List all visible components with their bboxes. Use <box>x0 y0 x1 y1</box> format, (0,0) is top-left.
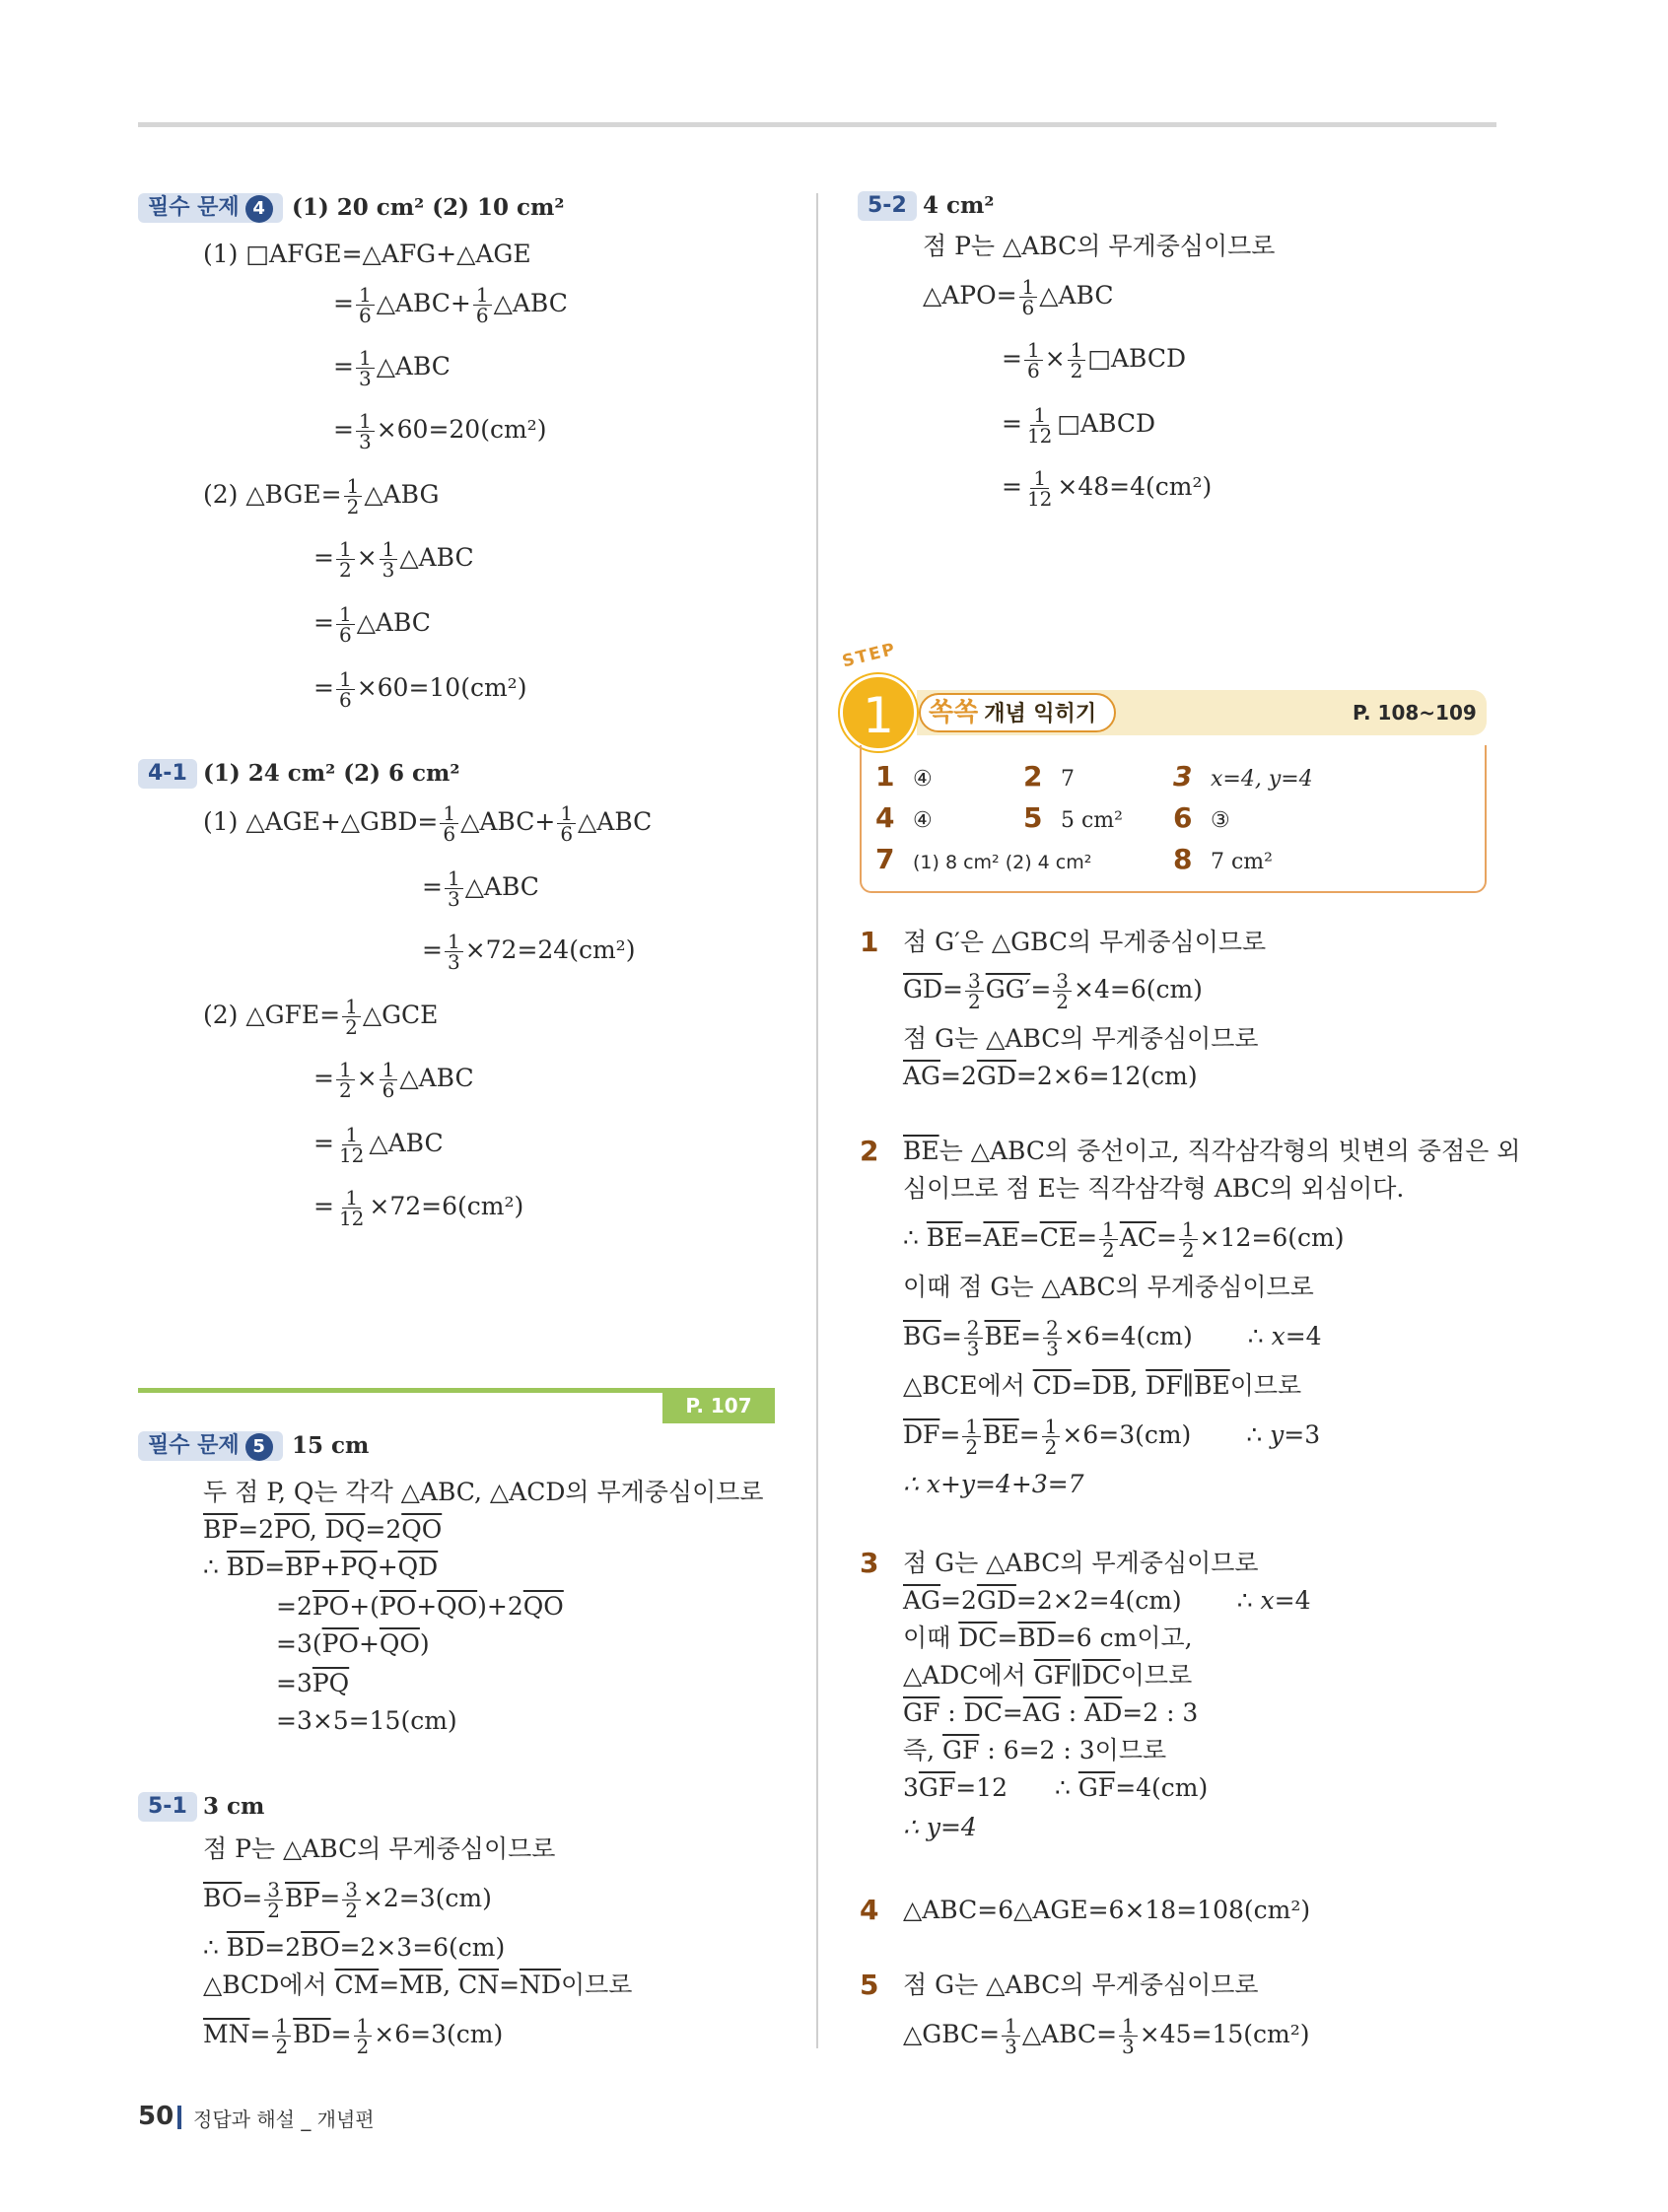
frac: $\frac{3}{2}$ <box>1053 971 1072 1011</box>
p41-line-7: = $\frac{1}{12}$ ×72=6(cm²) <box>313 1186 524 1230</box>
q2-line-8: ∴ x+y=4+3=7 <box>903 1470 1084 1498</box>
answer-num: 7 <box>875 843 895 875</box>
q3-line-3: 이때 $\overline{DC}=\overline{BD}=6$ cm이고, <box>903 1624 1193 1652</box>
q3-line-1: 점 G는 △ABC의 무게중심이므로 <box>903 1549 1259 1577</box>
p5-line-1: 두 점 P, Q는 각각 △ABC, △ACD의 무게중심이므로 <box>203 1478 764 1506</box>
frac: $\frac{1}{2}$ <box>1179 1219 1198 1260</box>
frac: $\frac{1}{6}$ <box>1019 277 1038 317</box>
frac: $\frac{1}{6}$ <box>440 803 458 844</box>
answer-num: 3 <box>1173 760 1193 793</box>
frac: $\frac{1}{3}$ <box>445 932 463 972</box>
footer-divider <box>177 2106 181 2129</box>
frac: $\frac{1}{3}$ <box>356 348 375 388</box>
p51-line-4: △BCD에서 $\overline{CM}=\overline{MB}$, $\overline{CN}=\overline{ND}$이므로 <box>203 1970 633 1999</box>
p5-line-2: $\overline{BP}=2\overline{PO}$, $\overline{DQ}=2\overline{QO}$ <box>203 1515 443 1544</box>
frac: $\frac{1}{6}$ <box>356 285 375 325</box>
p5-line-6: $=3\overline{PQ}$ <box>276 1669 350 1697</box>
step-answer-7 <box>875 842 1091 880</box>
step-answer-8 <box>1173 842 1273 880</box>
frac: $\frac{1}{3}$ <box>445 868 463 909</box>
question-1-number: 1 <box>860 926 879 958</box>
frac: $\frac{1}{3}$ <box>1002 2016 1020 2056</box>
frac: $\frac{1}{2}$ <box>1068 340 1086 380</box>
q2-line-1: $\overline{BE}$는 △ABC의 중선이고, 직각삼각형의 빗변의 중점은 외 <box>903 1137 1521 1165</box>
q3-line-7: $3\overline{GF}=12$ ∴ $\overline{GF}=4(cm)$ <box>903 1773 1209 1802</box>
p4-line-1: (1) □AFGE=△AFG+△AGE <box>203 240 531 268</box>
frac: $\frac{1}{6}$ <box>473 285 492 325</box>
p52-line-3: = $\frac{1}{6}$ × $\frac{1}{2}$ □ABCD <box>1002 338 1187 382</box>
q3-line-4: △ADC에서 $\overline{GF}\parallel\overline{DC}$이므로 <box>903 1661 1193 1690</box>
question-4-number: 4 <box>860 1894 879 1926</box>
q5-line-2: △GBC= $\frac{1}{3}$ △ABC= $\frac{1}{3}$ ×45=15(cm²) <box>903 2014 1310 2058</box>
frac: $\frac{3}{2}$ <box>965 971 984 1011</box>
p51-line-1: 점 P는 △ABC의 무게중심이므로 <box>203 1834 556 1863</box>
q4-line-1: △ABC=6△AGE=6×18=108(cm²) <box>903 1896 1311 1924</box>
frac: $\frac{1}{12}$ <box>1026 466 1053 511</box>
step-answer-1 <box>875 759 933 797</box>
answer-value: 7 <box>1061 767 1075 792</box>
answer-num: 4 <box>875 801 895 834</box>
q3-line-5: $\overline{GF}$ : $\overline{DC}=\overline{AG}$ : $\overline{AD}=2$ : 3 <box>903 1698 1199 1727</box>
p41-line-1: (1) △AGE+△GBD= $\frac{1}{6}$ △ABC+ $\frac{1}{6}$ △ABC <box>203 801 653 846</box>
frac: $\frac{1}{3}$ <box>1119 2016 1138 2056</box>
answer-value: x=4, y=4 <box>1211 767 1313 792</box>
p51-line-2: $\overline{BO}=$ $\frac{3}{2}$ $\overline{BP}=$ $\frac{3}{2}$ ×2=3(cm) <box>203 1878 492 1922</box>
frac: $\frac{1}{6}$ <box>1024 340 1043 380</box>
q1-line-1: 점 G′은 △GBC의 무게중심이므로 <box>903 928 1267 956</box>
frac: $\frac{1}{12}$ <box>1026 403 1053 448</box>
answer-num: 5 <box>1023 801 1043 834</box>
answer-value: 5 cm² <box>1061 808 1123 833</box>
problem-4-1-answer: (1) 24 cm² (2) 6 cm² <box>203 760 460 787</box>
problem-5-tag <box>138 1431 283 1461</box>
q2-line-6: △BCE에서 $\overline{CD}=\overline{DB}$, $\overline{DF}\parallel\overline{BE}$이므로 <box>903 1371 1302 1400</box>
p5-line-7: =3×5=15(cm) <box>276 1706 457 1735</box>
q2-line-2: 심이므로 점 E는 직각삼각형 ABC의 외심이다. <box>903 1174 1405 1203</box>
answer-num: 6 <box>1173 801 1193 834</box>
frac: $\frac{1}{2}$ <box>1042 1417 1061 1457</box>
q5-line-1: 점 G는 △ABC의 무게중심이므로 <box>903 1970 1259 1999</box>
problem-4-1-tag: 4-1 <box>138 759 197 789</box>
frac: $\frac{3}{2}$ <box>342 1880 361 1920</box>
step-number: 1 <box>840 674 917 751</box>
q1-line-4: $\overline{AG}=2\overline{GD}=2\times 6=12(cm)$ <box>903 1062 1198 1090</box>
frac: $\frac{1}{2}$ <box>1099 1219 1118 1260</box>
answer-value: ③ <box>1211 808 1230 833</box>
answer-num: 8 <box>1173 843 1193 875</box>
step-title <box>919 693 1116 732</box>
answer-num: 2 <box>1023 760 1043 793</box>
p41-line-6: = $\frac{1}{12}$ △ABC <box>313 1123 444 1167</box>
problem-5-2-answer: 4 cm² <box>923 192 995 219</box>
answer-value: 7 cm² <box>1211 850 1273 874</box>
p4-line-8: = $\frac{1}{6}$ ×60=10(cm²) <box>313 667 527 712</box>
p5-line-5: $=3(\overline{PO}+\overline{QO})$ <box>276 1629 430 1658</box>
tag-label: 필수 문제 <box>148 195 240 220</box>
p51-line-3: ∴ $\overline{BD}=2\overline{BO}=2\times 3=6(cm)$ <box>203 1933 506 1962</box>
answer-num: 1 <box>875 760 895 793</box>
q2-line-4: 이때 점 G는 △ABC의 무게중심이므로 <box>903 1273 1314 1301</box>
step-answer-4 <box>875 800 933 839</box>
step-title-accent: 쏙쏙 <box>929 698 979 727</box>
q2-line-7: $\overline{DF}=$ $\frac{1}{2}$ $\overline{BE}=$ $\frac{1}{2}$ ×6=3(cm) ∴ y=3 <box>903 1415 1321 1459</box>
tag-number: 4 <box>245 195 273 223</box>
p52-line-4: = $\frac{1}{12}$ □ABCD <box>1002 403 1156 448</box>
answer-value: ④ <box>913 808 933 833</box>
p5-line-3: ∴ $\overline{BD}=\overline{BP}+\overline{PQ}+\overline{QD}$ <box>203 1553 439 1581</box>
q1-line-3: 점 G는 △ABC의 무게중심이므로 <box>903 1024 1259 1053</box>
problem-4-tag <box>138 193 283 223</box>
step-word: STEP <box>840 639 899 672</box>
tag-label: 필수 문제 <box>148 1433 240 1458</box>
frac: $\frac{3}{2}$ <box>264 1880 283 1920</box>
question-2-number: 2 <box>860 1135 879 1167</box>
frac: $\frac{2}{3}$ <box>964 1318 983 1358</box>
frac: $\frac{1}{2}$ <box>962 1417 981 1457</box>
step-title-text: 개념 익히기 <box>984 702 1097 726</box>
p4-line-3: = $\frac{1}{3}$ △ABC <box>333 346 451 390</box>
p4-line-6: = $\frac{1}{2}$ × $\frac{1}{3}$ △ABC <box>313 537 474 582</box>
problem-4-answer: (1) 20 cm² (2) 10 cm² <box>292 194 565 221</box>
problem-5-answer: 15 cm <box>292 1432 370 1459</box>
q3-line-2: $\overline{AG}=2\overline{GD}=2\times 2=4(cm)$ ∴ x=4 <box>903 1586 1311 1615</box>
q2-line-3: ∴ $\overline{BE}=\overline{AE}=\overline{CE}=$ $\frac{1}{2}$ $\overline{AC}=$ $\frac{1}{2}$ ×12=6(cm) <box>903 1217 1345 1262</box>
p52-line-5: = $\frac{1}{12}$ ×48=4(cm²) <box>1002 466 1213 511</box>
frac: $\frac{1}{2}$ <box>336 539 355 580</box>
question-3-number: 3 <box>860 1547 879 1579</box>
answer-value: (1) 8 cm² (2) 4 cm² <box>913 852 1092 873</box>
p52-line-1: 점 P는 △ABC의 무게중심이므로 <box>923 232 1276 260</box>
q3-line-6: 즉, $\overline{GF}$ : 6=2 : 3이므로 <box>903 1736 1167 1764</box>
frac: $\frac{1}{2}$ <box>336 1060 355 1100</box>
step-answer-5 <box>1023 800 1123 839</box>
problem-5-2-tag: 5-2 <box>858 191 917 221</box>
frac: $\frac{1}{3}$ <box>356 411 375 451</box>
p4-line-2: = $\frac{1}{6}$ △ABC+ $\frac{1}{6}$ △ABC <box>333 283 568 327</box>
frac: $\frac{1}{12}$ <box>338 1123 365 1167</box>
frac: $\frac{2}{3}$ <box>1043 1318 1062 1358</box>
step-answer-6 <box>1173 800 1230 839</box>
problem-5-1-tag: 5-1 <box>138 1792 197 1822</box>
page-number: 50 <box>138 2102 174 2131</box>
answer-value: ④ <box>913 767 933 792</box>
q2-line-5: $\overline{BG}=$ $\frac{2}{3}$ $\overline{BE}=$ $\frac{2}{3}$ ×6=4(cm) ∴ x=4 <box>903 1316 1322 1360</box>
q1-line-2: $\overline{GD}=$ $\frac{3}{2}$ GG′= $\frac{3}{2}$ ×4=6(cm) <box>903 969 1203 1013</box>
frac: $\frac{1}{2}$ <box>344 476 363 517</box>
frac: $\frac{1}{6}$ <box>336 604 355 645</box>
p41-line-4: (2) △GFE= $\frac{1}{2}$ △GCE <box>203 995 439 1039</box>
p41-line-3: = $\frac{1}{3}$ ×72=24(cm²) <box>422 930 636 974</box>
step-page-range: P. 108~109 <box>1353 701 1477 725</box>
p4-line-7: = $\frac{1}{6}$ △ABC <box>313 602 431 647</box>
p41-line-2: = $\frac{1}{3}$ △ABC <box>422 866 539 911</box>
column-divider <box>816 193 818 2048</box>
frac: $\frac{1}{2}$ <box>272 2016 291 2056</box>
q3-line-8: ∴ y=4 <box>903 1813 977 1841</box>
tag-number: 5 <box>245 1433 273 1461</box>
top-rule <box>138 122 1496 127</box>
footer-title: 정답과 해설 _ 개념편 <box>193 2108 375 2131</box>
p51-line-5: $\overline{MN}=$ $\frac{1}{2}$ $\overline{BD}=$ $\frac{1}{2}$ ×6=3(cm) <box>203 2014 504 2058</box>
p4-line-4: = $\frac{1}{3}$ ×60=20(cm²) <box>333 409 547 453</box>
frac: $\frac{1}{3}$ <box>380 539 398 580</box>
question-5-number: 5 <box>860 1969 879 2001</box>
page-tab: P. 107 <box>662 1388 775 1423</box>
step-answer-3 <box>1173 759 1313 797</box>
frac: $\frac{1}{6}$ <box>336 669 355 710</box>
frac: $\frac{1}{2}$ <box>342 997 361 1037</box>
frac: $\frac{1}{2}$ <box>354 2016 373 2056</box>
p5-line-4: $=2\overline{PO}+(\overline{PO}+\overline{QO})+2\overline{QO}$ <box>276 1592 564 1621</box>
p41-line-5: = $\frac{1}{2}$ × $\frac{1}{6}$ △ABC <box>313 1058 474 1102</box>
step-answer-2 <box>1023 759 1075 797</box>
problem-5-1-answer: 3 cm <box>203 1793 265 1820</box>
frac: $\frac{1}{6}$ <box>557 803 576 844</box>
frac: $\frac{1}{12}$ <box>338 1186 365 1230</box>
frac: $\frac{1}{6}$ <box>380 1060 398 1100</box>
p4-line-5: (2) △BGE= $\frac{1}{2}$ △ABG <box>203 474 440 518</box>
p52-line-2: △APO= $\frac{1}{6}$ △ABC <box>923 275 1114 319</box>
